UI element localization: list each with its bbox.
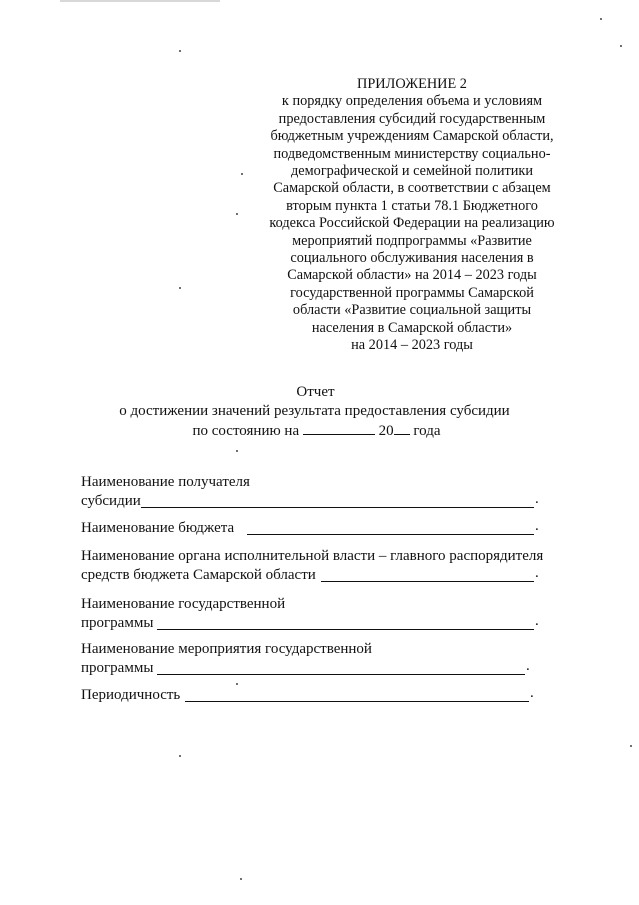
scan-speck <box>179 50 181 52</box>
end-dot: . <box>535 613 539 629</box>
measure-input-line[interactable] <box>157 674 525 675</box>
measure-label-cont: программы <box>81 660 154 676</box>
appendix-line: кодекса Российской Федерации на реализацию <box>269 215 555 232</box>
date-suffix: года <box>413 423 441 439</box>
appendix-line: населения в Самарской области» <box>311 319 513 336</box>
report-subtitle: о достижении значений результата предоставления субсидии <box>119 403 510 419</box>
program-field <box>81 595 561 633</box>
appendix-line: социального обслуживания населения в <box>290 250 534 267</box>
periodicity-input-line[interactable] <box>185 701 529 702</box>
appendix-line: бюджетным учреждениям Самарской области, <box>270 128 554 145</box>
scan-speck <box>236 450 238 452</box>
authority-input-line[interactable] <box>321 581 534 582</box>
scan-speck <box>630 745 632 747</box>
authority-label-cont: средств бюджета Самарской области <box>81 567 316 583</box>
appendix-line: Самарской области, в соответствии с абзацем <box>273 180 551 197</box>
scan-speck <box>236 683 238 685</box>
program-label-cont: программы <box>81 615 154 631</box>
scan-speck <box>241 173 243 175</box>
appendix-line: вторым пункта 1 статьи 78.1 Бюджетного <box>286 197 538 214</box>
program-label: Наименование государственной <box>81 596 286 612</box>
measure-field <box>81 640 561 678</box>
budget-field <box>81 519 561 538</box>
authority-field <box>81 547 561 585</box>
recipient-label-cont: субсидии <box>81 493 141 509</box>
date-day-month-blank[interactable] <box>303 421 375 435</box>
periodicity-field <box>81 686 561 705</box>
report-heading <box>0 383 639 441</box>
appendix-line: к порядку определения объема и условиям <box>281 93 543 110</box>
scan-speck <box>240 878 242 880</box>
date-year-blank[interactable] <box>394 421 410 435</box>
scan-edge-line <box>60 0 220 2</box>
appendix-line: на 2014 – 2023 годы <box>351 337 473 354</box>
end-dot: . <box>535 565 539 581</box>
appendix-line: предоставления субсидий государственным <box>278 110 546 127</box>
scan-speck <box>179 287 181 289</box>
appendix-line: демографической и семейной политики <box>291 163 533 180</box>
end-dot: . <box>526 658 530 674</box>
end-dot: . <box>530 685 534 701</box>
appendix-line: подведомственным министерству социально- <box>273 145 551 162</box>
scan-speck <box>600 18 602 20</box>
program-input-line[interactable] <box>157 629 534 630</box>
report-date-line <box>0 421 639 441</box>
report-title: Отчет <box>296 384 335 400</box>
periodicity-label: Периодичность <box>81 687 181 703</box>
budget-input-line[interactable] <box>247 534 534 535</box>
date-prefix: по состоянию на <box>192 423 300 439</box>
appendix-line: области «Развитие социальной защиты <box>292 302 532 319</box>
scan-speck <box>620 45 622 47</box>
date-year-prefix: 20 <box>378 423 394 439</box>
recipient-label: Наименование получателя <box>81 474 250 490</box>
end-dot: . <box>535 491 539 507</box>
appendix-line: Самарской области» на 2014 – 2023 годы <box>287 267 537 284</box>
budget-label: Наименование бюджета <box>81 520 235 536</box>
appendix-header <box>262 76 562 355</box>
authority-label: Наименование органа исполнительной власти – главного распорядителя <box>81 548 544 564</box>
scan-speck <box>179 755 181 757</box>
scan-speck <box>236 213 238 215</box>
appendix-line: государственной программы Самарской <box>290 284 534 301</box>
recipient-field <box>81 473 561 511</box>
appendix-line: мероприятий подпрограммы «Развитие <box>292 232 532 249</box>
measure-label: Наименование мероприятия государственной <box>81 641 372 657</box>
recipient-input-line[interactable] <box>141 507 534 508</box>
appendix-title: ПРИЛОЖЕНИЕ 2 <box>357 76 467 92</box>
end-dot: . <box>535 518 539 534</box>
